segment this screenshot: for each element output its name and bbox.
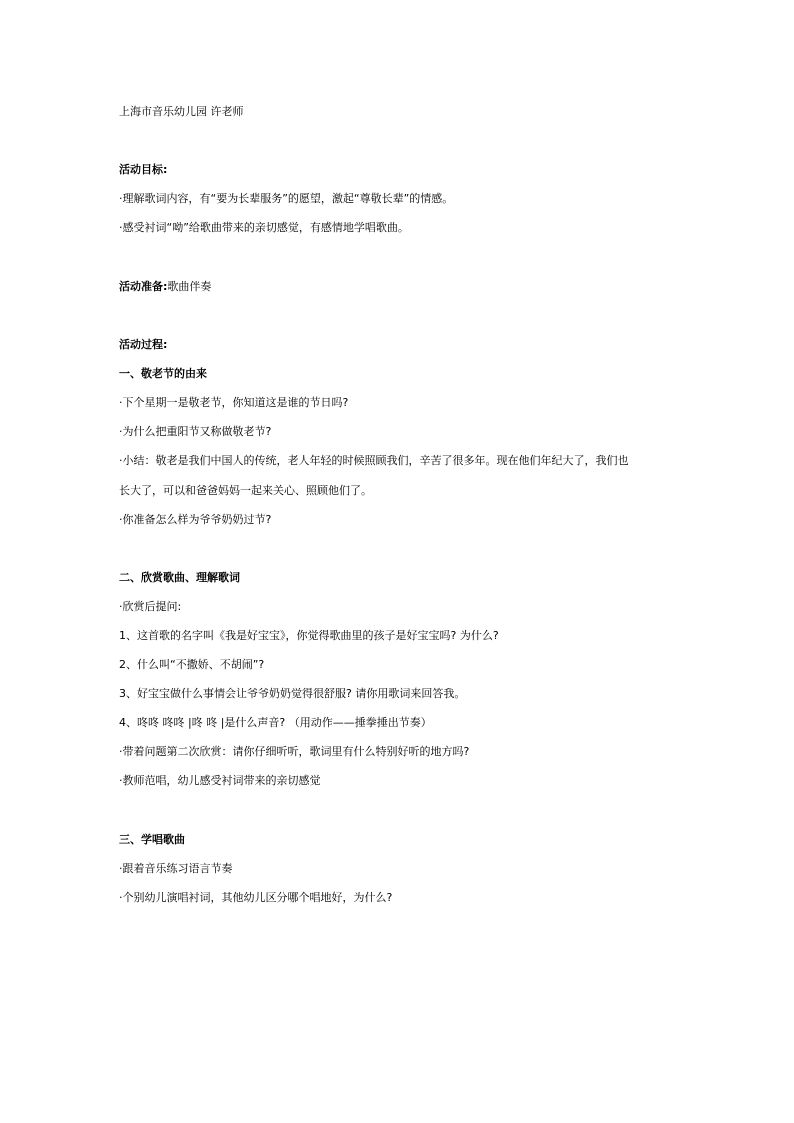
section2-question: 3、好宝宝做什么事情会让爷爷奶奶觉得很舒服? 请你用歌词来回答我。 bbox=[119, 687, 466, 700]
section1-line: ·下个星期一是敬老节，你知道这是谁的节日吗? bbox=[119, 396, 349, 409]
objective-item: ·理解歌词内容，有“要为长辈服务”的愿望，激起“尊敬长辈”的情感。 bbox=[119, 192, 454, 205]
objective-item: ·感受衬词“呦”给歌曲带来的亲切感觉，有感情地学唱歌曲。 bbox=[119, 221, 409, 234]
school-teacher-line: 上海市音乐幼儿园 许老师 bbox=[119, 105, 244, 118]
section3-line: ·个别幼儿演唱衬词，其他幼儿区分哪个唱地好，为什么? bbox=[119, 891, 393, 904]
preparation-line bbox=[119, 280, 211, 294]
section3-line: ·跟着音乐练习语言节奏 bbox=[119, 862, 233, 875]
section2-question: 1、这首歌的名字叫《我是好宝宝》，你觉得歌曲里的孩子是好宝宝吗? 为什么? bbox=[119, 629, 499, 642]
preparation-heading: 活动准备: bbox=[119, 280, 168, 293]
section2-line: ·带着问题第二次欣赏：请你仔细听听，歌词里有什么特别好听的地方吗? bbox=[119, 745, 470, 758]
process-heading: 活动过程: bbox=[119, 338, 168, 351]
preparation-value: 歌曲伴奏 bbox=[167, 280, 212, 293]
section1-summary-cont: 长大了，可以和爸爸妈妈一起来关心、照顾他们了。 bbox=[119, 484, 372, 497]
section3-title: 三、学唱歌曲 bbox=[119, 833, 185, 846]
section1-title: 一、敬老节的由来 bbox=[119, 367, 207, 380]
section2-line: ·欣赏后提问: bbox=[119, 600, 182, 613]
section2-question: 4、咚咚 咚咚 |咚 咚 |是什么声音? （用动作——捶拳捶出节奏） bbox=[119, 716, 432, 729]
section2-question: 2、什么叫“不撒娇、不胡闹”? bbox=[119, 658, 265, 671]
section1-line: ·你准备怎么样为爷爷奶奶过节? bbox=[119, 513, 272, 526]
section2-title: 二、欣赏歌曲、理解歌词 bbox=[119, 571, 240, 584]
objectives-heading: 活动目标: bbox=[119, 163, 168, 176]
section1-line: ·为什么把重阳节又称做敬老节? bbox=[119, 425, 272, 438]
section2-line: ·教师范唱，幼儿感受衬词带来的亲切感觉 bbox=[119, 774, 321, 787]
section1-summary: ·小结：敬老是我们中国人的传统，老人年轻的时候照顾我们，辛苦了很多年。现在他们年纪大了，我们也 bbox=[119, 454, 629, 467]
